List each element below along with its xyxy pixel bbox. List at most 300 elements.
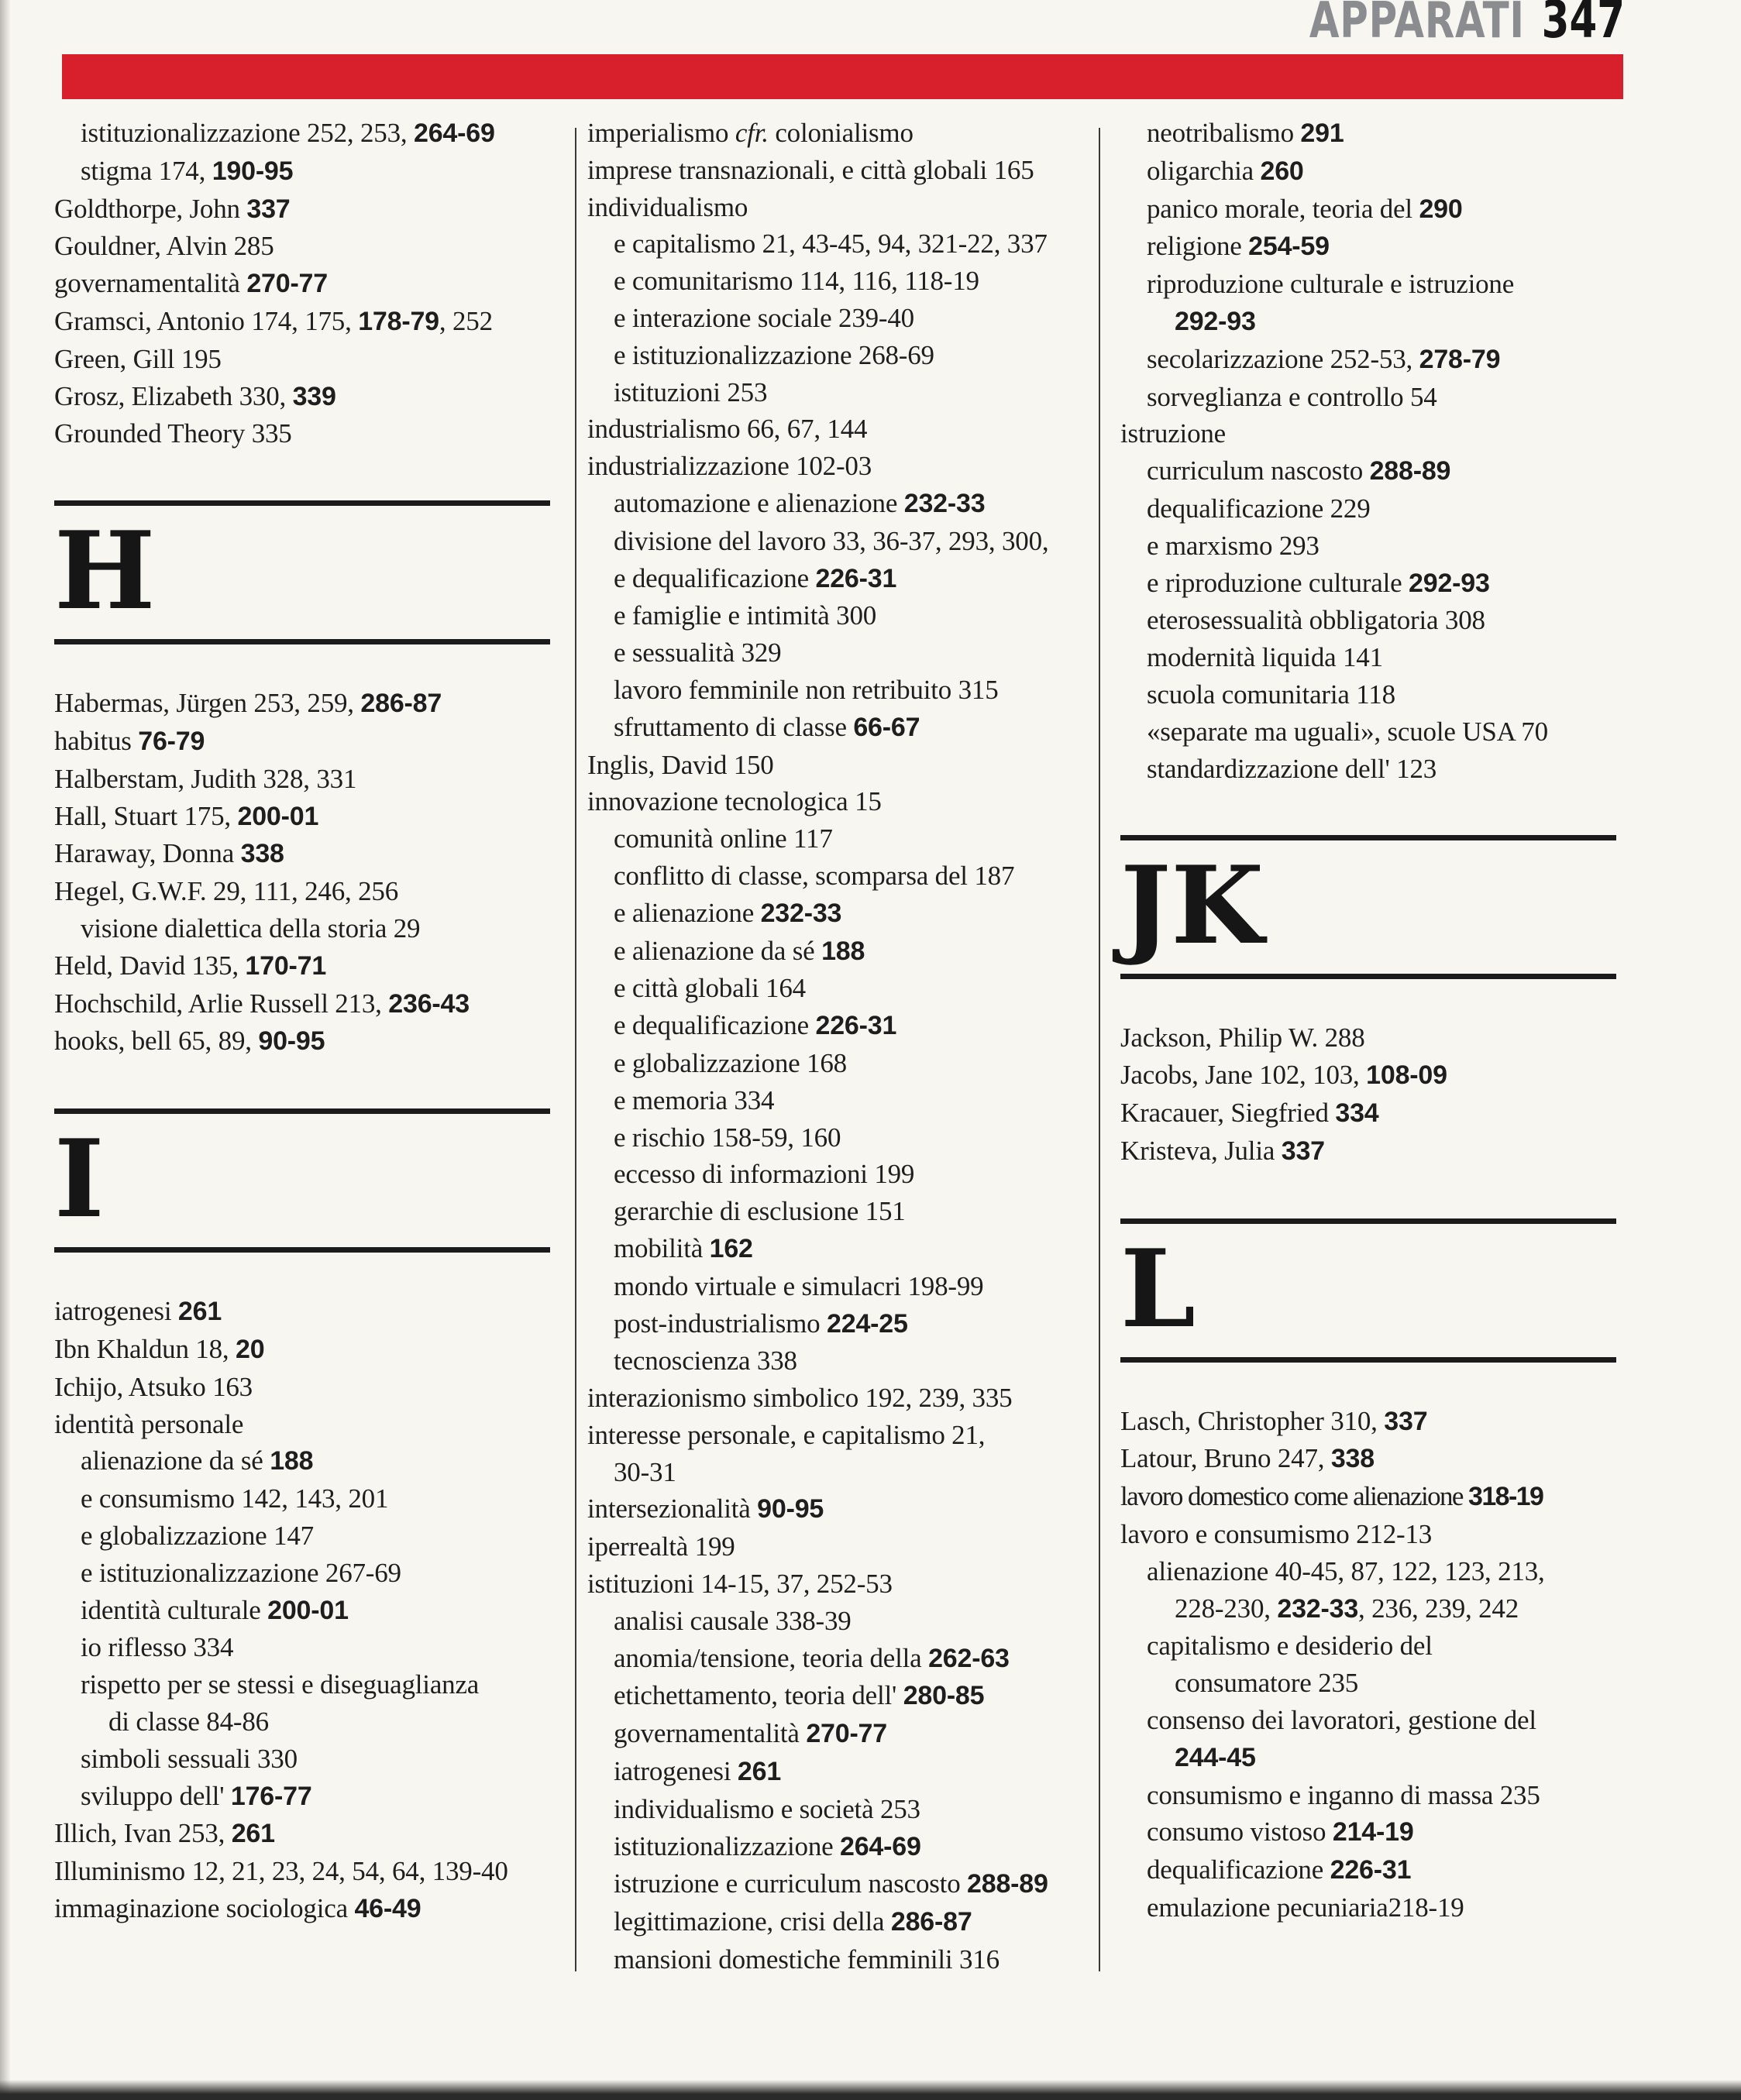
entry-text: legittimazione, crisi della (614, 1906, 891, 1937)
entry-text: individualismo e società 253 (614, 1793, 920, 1824)
index-subentry (587, 523, 1091, 560)
section-letter: I (54, 1115, 105, 1242)
header-band (62, 54, 1623, 99)
entry-text: eccesso di informazioni 199 (614, 1159, 915, 1190)
index-column-2 (587, 115, 1091, 1978)
index-subentry (587, 597, 1091, 634)
index-subentry (54, 1480, 558, 1517)
entry-text: lavoro e consumismo 212-13 (1120, 1518, 1433, 1549)
entry-text: conflitto di classe, scomparsa del 187 (614, 860, 1015, 891)
index-subentry (54, 1629, 558, 1666)
entry-text: governamentalità (614, 1718, 807, 1749)
index-entry (54, 798, 558, 836)
entry-text: consenso dei lavoratori, gestione del (1147, 1704, 1536, 1735)
index-subentry (1120, 1777, 1624, 1814)
entry-text: religione (1147, 231, 1249, 262)
section-letter: H (54, 507, 156, 634)
index-subentry (587, 1753, 1091, 1791)
page-reference-main: 176-77 (230, 1781, 312, 1811)
entry-text: modernità liquida 141 (1147, 642, 1383, 673)
page-reference-main: 286-87 (360, 689, 442, 719)
index-subentry (1120, 1851, 1624, 1889)
page-reference-main: 264-69 (840, 1831, 921, 1861)
index-subentry (1120, 676, 1624, 713)
entry-text: post-industrialismo (614, 1308, 827, 1339)
entry-text: e memoria 334 (614, 1084, 775, 1115)
index-subentry (1120, 341, 1624, 379)
index-subentry (587, 374, 1091, 411)
page-reference-main: 278-79 (1419, 344, 1501, 374)
index-subentry (587, 1454, 1091, 1491)
page-header (1309, 0, 1625, 50)
page-reference-main: 226-31 (815, 1011, 897, 1041)
page-reference-main: 188 (270, 1446, 314, 1476)
entry-text: e alienazione da sé (614, 935, 822, 966)
page-reference-main: 20 (236, 1334, 265, 1364)
page-reference-main: 261 (177, 1297, 222, 1327)
entry-text: dequalificazione (1147, 1854, 1330, 1885)
index-subentry (587, 300, 1091, 337)
page-shadow (0, 0, 11, 2100)
page-reference-main: 264-69 (414, 119, 495, 148)
entry-text: iatrogenesi (54, 1296, 178, 1327)
entry-text: Hochschild, Arlie Russell 213, (54, 988, 389, 1019)
entry-text: analisi causale 338-39 (614, 1605, 852, 1636)
entry-text: e riproduzione culturale (1147, 567, 1409, 598)
entry-text: «separate ma uguali», scuole USA 70 (1147, 716, 1548, 747)
entry-text: divisione del lavoro 33, 36-37, 293, 300, (614, 525, 1049, 556)
entry-text: individualismo (587, 191, 748, 222)
index-subentry (587, 1193, 1091, 1230)
letter-section-heading (1120, 1218, 1616, 1363)
entry-text: curriculum nascosto (1147, 455, 1370, 486)
entry-text: e rischio 158-59, 160 (614, 1122, 841, 1153)
index-subentry (1120, 602, 1624, 639)
page-reference-main: 214-19 (1332, 1817, 1414, 1847)
entry-text: simboli sessuali 330 (81, 1743, 298, 1774)
page-reference-main: 236-43 (388, 988, 470, 1019)
page-reference-main: 46-49 (354, 1893, 421, 1923)
index-entry (54, 947, 558, 985)
index-entry (54, 1406, 558, 1443)
page-reference-main: 337 (1281, 1136, 1325, 1166)
index-subentry (587, 672, 1091, 709)
index-subentry (587, 634, 1091, 672)
index-entry (54, 1815, 558, 1853)
index-subentry (1120, 1889, 1624, 1926)
index-subentry (587, 1156, 1091, 1193)
index-entry (587, 1566, 1091, 1603)
entry-text: habitus (54, 725, 139, 756)
page-bottom-edge (0, 2080, 1741, 2100)
entry-text: neotribalismo (1147, 118, 1301, 148)
entry-text: imperialismo (587, 118, 735, 148)
page-reference-main: 260 (1260, 156, 1304, 186)
index-entry (587, 448, 1091, 485)
entry-text: consumatore 235 (1175, 1668, 1359, 1699)
page-reference-main: 232-33 (1277, 1593, 1359, 1624)
page-reference-main: 178-79 (358, 306, 439, 336)
index-subentry (54, 1442, 558, 1480)
entry-text: eterosessualità obbligatoria 308 (1147, 605, 1485, 636)
index-entry (587, 189, 1091, 226)
index-subentry (54, 1741, 558, 1778)
entry-text: immaginazione sociologica (54, 1892, 355, 1923)
index-subentry (1120, 191, 1624, 229)
page-reference-main: 108-09 (1366, 1060, 1447, 1091)
entry-text: mobilità (614, 1232, 710, 1263)
index-entry (587, 783, 1091, 820)
entry-text: Latour, Bruno 247, (1120, 1443, 1331, 1474)
entry-text: , 252 (439, 305, 493, 336)
index-entry (54, 265, 558, 303)
index-entry (54, 1853, 558, 1890)
index-subentry (587, 858, 1091, 895)
entry-text: sfruttamento di classe (614, 711, 854, 742)
index-entry (1120, 1019, 1624, 1057)
page-reference-main: 170-71 (245, 950, 327, 981)
index-subentry (587, 1865, 1091, 1903)
index-subentry (587, 1791, 1091, 1828)
entry-text: cfr. (735, 118, 769, 148)
index-entry (54, 873, 558, 910)
section-letter: JK (1120, 842, 1264, 969)
page-reference-main: 270-77 (806, 1719, 887, 1749)
page-reference-main: 338 (1330, 1444, 1375, 1474)
index-subentry (587, 820, 1091, 858)
index-subentry (587, 1903, 1091, 1941)
entry-text: Kristeva, Julia (1120, 1135, 1282, 1166)
index-subentry (1120, 1702, 1624, 1739)
entry-text: capitalismo e desiderio del (1147, 1631, 1433, 1662)
index-subentry (1120, 266, 1624, 303)
entry-text: mondo virtuale e simulacri 198-99 (614, 1270, 984, 1301)
page-reference-main: 90-95 (258, 1026, 325, 1057)
index-subentry (1120, 379, 1624, 416)
entry-text: emulazione pecuniaria218-19 (1147, 1892, 1464, 1923)
entry-text: e globalizzazione 147 (81, 1520, 314, 1551)
entry-text: gerarchie di esclusione 151 (614, 1196, 906, 1227)
page-reference-main: 318-19 (1468, 1482, 1543, 1512)
index-entry (54, 835, 558, 873)
entry-text: Green, Gill 195 (54, 343, 222, 374)
entry-text: intersezionalità (587, 1493, 758, 1524)
entry-text: Gouldner, Alvin 285 (54, 231, 274, 262)
index-subentry (1120, 303, 1624, 341)
entry-text: tecnoscienza 338 (614, 1346, 797, 1377)
index-entry (587, 747, 1091, 784)
index-subentry (1120, 1813, 1624, 1851)
index-subentry (587, 1603, 1091, 1640)
index-entry (1120, 1057, 1624, 1095)
entry-text: innovazione tecnologica 15 (587, 786, 882, 817)
entry-text: sorveglianza e controllo 54 (1147, 381, 1437, 412)
index-subentry (54, 1555, 558, 1592)
index-subentry (587, 933, 1091, 971)
entry-text: standardizzazione dell' 123 (1147, 753, 1437, 784)
index-entry (54, 1023, 558, 1060)
entry-text: Inglis, David 150 (587, 749, 774, 780)
entry-text: e comunitarismo 114, 116, 118-19 (614, 266, 979, 297)
entry-text: anomia/tensione, teoria della (614, 1642, 929, 1673)
index-entry (54, 303, 558, 341)
entry-text: colonialismo (768, 118, 914, 148)
page-reference-main: 66-67 (853, 712, 920, 742)
page-reference-main: 200-01 (267, 1595, 349, 1625)
entry-text: lavoro domestico come alienazione (1120, 1481, 1469, 1512)
index-subentry (587, 1119, 1091, 1157)
index-subentry (54, 1666, 558, 1703)
page-reference-main: 337 (246, 194, 291, 224)
index-entry (54, 685, 558, 723)
page-reference-main: 290 (1419, 194, 1463, 224)
entry-text: Grounded Theory 335 (54, 418, 292, 449)
page-reference-main: 270-77 (246, 269, 328, 299)
entry-text: lavoro femminile non retribuito 315 (614, 674, 999, 705)
entry-text: e città globali 164 (614, 973, 806, 1004)
entry-text: scuola comunitaria 118 (1147, 679, 1395, 710)
index-entry (587, 152, 1091, 189)
entry-text: e istituzionalizzazione 268-69 (614, 339, 934, 370)
entry-text: panico morale, teoria del (1147, 193, 1419, 224)
entry-text: Jacobs, Jane 102, 103, (1120, 1060, 1367, 1091)
entry-text: e dequalificazione (614, 562, 816, 593)
entry-text: istruzione (1120, 418, 1227, 449)
index-subentry (587, 337, 1091, 374)
index-column-1 (54, 115, 558, 1928)
letter-section-heading (54, 1108, 550, 1253)
index-entry (54, 378, 558, 416)
index-subentry (587, 970, 1091, 1007)
index-entry (587, 411, 1091, 448)
page-reference-main: 244-45 (1175, 1742, 1256, 1772)
index-subentry (1120, 452, 1624, 490)
letter-section-heading (1120, 835, 1616, 979)
entry-text: alienazione 40-45, 87, 122, 123, 213, (1147, 1555, 1545, 1586)
entry-text: dequalificazione 229 (1147, 493, 1371, 524)
entry-text: istituzioni 253 (614, 376, 768, 407)
index-subentry (54, 115, 558, 153)
entry-text: etichettamento, teoria dell' (614, 1680, 903, 1711)
entry-text: io riflesso 334 (81, 1632, 234, 1663)
index-entry (54, 1293, 558, 1331)
entry-text: iperrealtà 199 (587, 1531, 735, 1562)
index-subentry (587, 1828, 1091, 1866)
index-entry (1120, 1132, 1624, 1170)
entry-text: e consumismo 142, 143, 201 (81, 1483, 389, 1514)
index-subentry (1120, 1590, 1624, 1628)
index-subentry (1120, 751, 1624, 788)
entry-text: Illich, Ivan 253, (54, 1818, 232, 1849)
index-subentry (1120, 639, 1624, 676)
page-reference-main: 338 (240, 839, 284, 869)
entry-text: Hegel, G.W.F. 29, 111, 246, 256 (54, 876, 399, 907)
entry-text: identità personale (54, 1408, 244, 1439)
page-reference-main: 232-33 (903, 488, 986, 518)
index-entry (54, 1331, 558, 1369)
index-entry (1120, 415, 1624, 452)
page-reference-main: 254-59 (1248, 232, 1330, 262)
entry-text: secolarizzazione 252-53, (1147, 343, 1419, 374)
index-entry (1120, 1095, 1624, 1132)
entry-text: 30-31 (614, 1456, 676, 1487)
index-subentry (1120, 1627, 1624, 1665)
index-entry (54, 761, 558, 798)
entry-text: mansioni domestiche femminili 316 (614, 1944, 1000, 1975)
index-subentry (1120, 1739, 1624, 1777)
entry-text: e sessualità 329 (614, 638, 782, 668)
page-reference-main: 162 (709, 1233, 753, 1263)
column-divider (1099, 128, 1100, 1971)
entry-text: di classe 84-86 (108, 1706, 269, 1737)
index-entry (1120, 1516, 1624, 1553)
index-entry (587, 1528, 1091, 1566)
page-reference-main: 261 (231, 1819, 275, 1849)
entry-text: industrialismo 66, 67, 144 (587, 414, 868, 445)
entry-text: e alienazione (614, 897, 761, 928)
page-reference-main: 286-87 (890, 1907, 972, 1937)
page-number: 347 (1541, 0, 1625, 50)
index-entry (1120, 1478, 1624, 1516)
entry-text: industrializzazione 102-03 (587, 451, 872, 482)
entry-text: automazione e alienazione (614, 487, 904, 518)
index-subentry (587, 1305, 1091, 1343)
index-subentry (1120, 1665, 1624, 1702)
index-subentry (587, 1007, 1091, 1045)
entry-text: Goldthorpe, John (54, 193, 247, 224)
index-subentry (587, 1230, 1091, 1268)
index-subentry (587, 1640, 1091, 1678)
entry-text: Lasch, Christopher 310, (1120, 1405, 1385, 1436)
entry-text: sviluppo dell' (81, 1780, 231, 1811)
page-reference-main: 76-79 (138, 726, 205, 756)
index-subentry (587, 485, 1091, 523)
entry-text: e istituzionalizzazione 267-69 (81, 1557, 401, 1588)
index-subentry (587, 1715, 1091, 1753)
entry-text: comunità online 117 (614, 823, 833, 854)
page-reference-main: 188 (821, 936, 865, 966)
entry-text: istituzioni 14-15, 37, 252-53 (587, 1569, 893, 1600)
entry-text: riproduzione culturale e istruzione (1147, 269, 1515, 300)
entry-text: e capitalismo 21, 43-45, 94, 321-22, 337 (614, 229, 1048, 259)
index-subentry (54, 1778, 558, 1816)
index-subentry (1120, 565, 1624, 603)
entry-text: e globalizzazione 168 (614, 1047, 847, 1078)
index-entry (54, 341, 558, 378)
entry-text: Kracauer, Siegfried (1120, 1097, 1336, 1128)
index-subentry (1120, 153, 1624, 191)
index-entry (54, 1369, 558, 1406)
index-entry (54, 415, 558, 452)
entry-text: 228-230, (1175, 1593, 1278, 1624)
index-entry (54, 723, 558, 761)
page-reference-main: 291 (1300, 119, 1344, 148)
index-subentry (1120, 713, 1624, 751)
index-entry (54, 228, 558, 265)
index-subentry (587, 1941, 1091, 1978)
entry-text: Haraway, Donna (54, 838, 241, 869)
index-entry (54, 191, 558, 229)
page-reference-main: 288-89 (967, 1869, 1048, 1899)
entry-text: interazionismo simbolico 192, 239, 335 (587, 1383, 1013, 1414)
page-reference-main: 292-93 (1409, 568, 1490, 598)
page-reference-main: 288-89 (1369, 456, 1451, 486)
index-entry (587, 1490, 1091, 1528)
entry-text: iatrogenesi (614, 1756, 738, 1787)
index-subentry (587, 263, 1091, 300)
page-reference-main: 200-01 (237, 801, 319, 831)
page-reference-main: 262-63 (928, 1643, 1010, 1673)
index-entry (587, 1417, 1091, 1454)
index-entry (1120, 1440, 1624, 1478)
index-subentry (587, 709, 1091, 747)
page-reference-main: 226-31 (1330, 1855, 1412, 1885)
index-subentry (587, 1268, 1091, 1305)
entry-text: Gramsci, Antonio 174, 175, (54, 305, 359, 336)
entry-text: e interazione sociale 239-40 (614, 302, 914, 333)
page-reference-main: 337 (1384, 1406, 1428, 1436)
page-reference-main: 232-33 (760, 898, 842, 928)
entry-text: visione dialettica della storia 29 (81, 913, 421, 943)
index-subentry (54, 910, 558, 947)
entry-text: Grosz, Elizabeth 330, (54, 380, 293, 411)
index-entry (587, 1380, 1091, 1417)
index-subentry (1120, 528, 1624, 565)
index-subentry (587, 1082, 1091, 1119)
entry-text: istituzionalizzazione (614, 1830, 841, 1861)
entry-text: governamentalità (54, 268, 247, 299)
column-divider (575, 128, 576, 1971)
index-entry (54, 1890, 558, 1928)
entry-text: Halberstam, Judith 328, 331 (54, 763, 357, 794)
index-subentry (587, 225, 1091, 263)
index-subentry (54, 1517, 558, 1555)
entry-text: istruzione e curriculum nascosto (614, 1868, 968, 1899)
page-reference-main: 292-93 (1175, 306, 1256, 336)
entry-text: rispetto per se stessi e diseguaglianza (81, 1669, 480, 1700)
entry-text: e famiglie e intimità 300 (614, 600, 877, 631)
entry-text: istituzionalizzazione 252, 253, (81, 118, 415, 148)
entry-text: Ichijo, Atsuko 163 (54, 1371, 253, 1402)
entry-text: Illuminismo 12, 21, 23, 24, 54, 64, 139-40 (54, 1856, 508, 1887)
entry-text: Jackson, Philip W. 288 (1120, 1023, 1365, 1053)
entry-text: Held, David 135, (54, 950, 246, 981)
index-column-3 (1120, 115, 1624, 1926)
index-subentry (587, 1342, 1091, 1380)
index-entry (587, 115, 1091, 152)
index-subentry (54, 1592, 558, 1630)
entry-text: consumismo e inganno di massa 235 (1147, 1779, 1540, 1810)
index-subentry (54, 153, 558, 191)
section-label: APPARATI (1309, 0, 1525, 50)
section-letter: L (1120, 1225, 1196, 1352)
index-subentry (587, 895, 1091, 933)
index-entry (54, 985, 558, 1023)
entry-text: stigma 174, (81, 155, 212, 186)
page-reference-main: 90-95 (757, 1494, 824, 1524)
index-subentry (587, 560, 1091, 598)
entry-text: consumo vistoso (1147, 1816, 1333, 1847)
page-reference-main: 226-31 (815, 563, 897, 593)
letter-section-heading (54, 500, 550, 644)
page-reference-main: 224-25 (827, 1308, 908, 1339)
entry-text: Habermas, Jürgen 253, 259, (54, 688, 361, 719)
entry-text: Ibn Khaldun 18, (54, 1333, 236, 1364)
entry-text: identità culturale (81, 1594, 268, 1625)
entry-text: alienazione da sé (81, 1445, 270, 1476)
index-subentry (1120, 490, 1624, 528)
entry-text: interesse personale, e capitalismo 21, (587, 1419, 986, 1450)
